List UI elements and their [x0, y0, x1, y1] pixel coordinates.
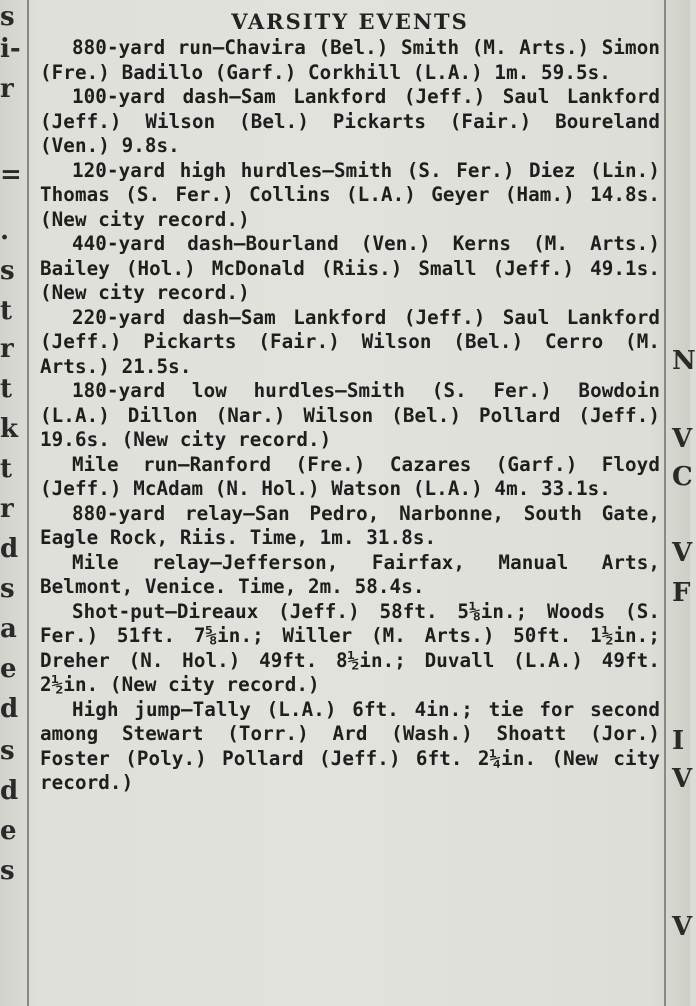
- column-rule-right: [664, 0, 666, 1006]
- gutter-letter: r: [0, 74, 14, 104]
- right-column-fragment: [672, 0, 696, 1006]
- gutter-letter: a: [0, 614, 17, 644]
- event-result-220-dash: 220-yard dash—Sam Lankford (Jeff.) Saul Lankford (Jeff.) Pickarts (Fair.) Wilson (Bel.) Cerro (M. Arts.) 21.5s.: [40, 305, 660, 378]
- gutter-letter: C: [672, 462, 693, 492]
- gutter-letter: V: [672, 424, 693, 454]
- gutter-letter: I: [672, 726, 685, 756]
- gutter-letter: t: [0, 454, 13, 484]
- gutter-letter: .: [0, 216, 10, 246]
- gutter-letter: d: [0, 534, 19, 564]
- article-headline: VARSITY EVENTS: [231, 9, 469, 34]
- event-result-120-high-hurdles: 120-yard high hurdles—Smith (S. Fer.) Diez (Lin.) Thomas (S. Fer.) Collins (L.A.) Geyer (Ham.) 14.8s. (New city record.): [40, 158, 660, 231]
- gutter-letter: k: [0, 414, 19, 444]
- gutter-letter: d: [0, 694, 19, 724]
- gutter-letter: e: [0, 816, 17, 846]
- gutter-letter: t: [0, 296, 13, 326]
- gutter-letter: =: [0, 160, 22, 190]
- event-result-180-low-hurdles: 180-yard low hurdles—Smith (S. Fer.) Bowdoin (L.A.) Dillon (Nar.) Wilson (Bel.) Pollard (Jeff.) 19.6s. (New city record.): [40, 379, 660, 451]
- gutter-letter: r: [0, 334, 14, 364]
- column-rule-left: [27, 0, 29, 1006]
- gutter-letter: V: [672, 912, 693, 942]
- varsity-events-article: [40, 6, 660, 796]
- event-result-440-dash: 440-yard dash—Bourland (Ven.) Kerns (M. Arts.) Bailey (Hol.) McDonald (Riis.) Small (Jeff.) 49.1s. (New city record.): [40, 232, 660, 304]
- gutter-letter: e: [0, 654, 17, 684]
- gutter-letter: t: [0, 374, 13, 404]
- event-result-100-dash: 100-yard dash—Sam Lankford (Jeff.) Saul Lankford (Jeff.) Wilson (Bel.) Pickarts (Fair.) Boureland (Ven.) 9.8s.: [40, 85, 660, 157]
- gutter-letter: N: [672, 346, 696, 376]
- gutter-letter: d: [0, 776, 19, 806]
- left-column-fragment: [0, 0, 24, 1006]
- gutter-letter: s: [0, 856, 15, 886]
- event-result-shot-put: Shot-put—Direaux (Jeff.) 58ft. 5⅛in.; Woods (S. Fer.) 51ft. 7⅝in.; Willer (M. Arts.) 50ft. 1½in.; Dreher (N. Hol.) 49ft. 8½in.; Duvall (L.A.) 49ft. 2½in. (New city record.): [40, 599, 660, 696]
- gutter-letter: F: [672, 578, 691, 608]
- gutter-letter: V: [672, 764, 693, 794]
- gutter-letter: s: [0, 574, 15, 604]
- gutter-letter: s: [0, 256, 15, 286]
- event-result-high-jump: High jump—Tally (L.A.) 6ft. 4in.; tie for second among Stewart (Torr.) Ard (Wash.) Shoatt (Jor.) Foster (Poly.) Pollard (Jeff.) 6ft. 2¼in. (New city record.): [40, 697, 660, 794]
- gutter-letter: i-: [0, 34, 21, 64]
- event-result-mile-run: Mile run—Ranford (Fre.) Cazares (Garf.) Floyd (Jeff.) McAdam (N. Hol.) Watson (L.A.) 4m. 33.1s.: [40, 452, 660, 500]
- event-result-mile-relay: Mile relay—Jefferson, Fairfax, Manual Arts, Belmont, Venice. Time, 2m. 58.4s.: [40, 550, 660, 598]
- gutter-letter: s: [0, 2, 15, 32]
- gutter-letter: s: [0, 736, 15, 766]
- gutter-letter: r: [0, 494, 14, 524]
- gutter-letter: V: [672, 538, 693, 568]
- event-result-880-run: 880-yard run—Chavira (Bel.) Smith (M. Arts.) Simon (Fre.) Badillo (Garf.) Corkhill (L.A.) 1m. 59.5s.: [40, 36, 660, 84]
- event-result-880-relay: 880-yard relay—San Pedro, Narbonne, South Gate, Eagle Rock, Riis. Time, 1m. 31.8s.: [40, 501, 660, 549]
